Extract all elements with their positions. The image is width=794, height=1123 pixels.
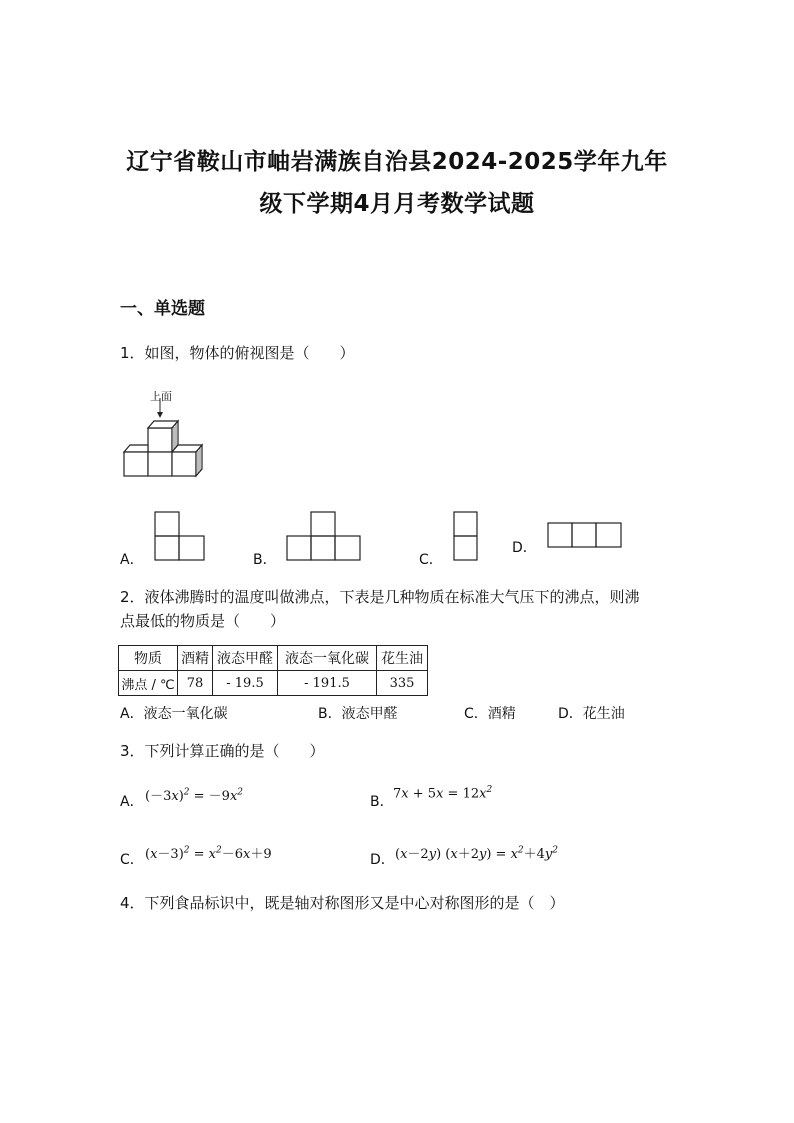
- document-title-line1: 辽宁省鞍山市岫岩满族自治县2024-2025学年九年: [126, 149, 668, 175]
- table-cell: - 19.5: [213, 671, 278, 696]
- figure-top-label: 上面: [150, 390, 172, 403]
- q1-option-a-label: A．: [120, 552, 144, 568]
- question-1-stem: 1．如图，物体的俯视图是（ ）: [120, 344, 355, 362]
- table-cell: 液态一氧化碳: [278, 646, 377, 671]
- question-4-stem: 4．下列食品标识中，既是轴对称图形又是中心对称图形的是（ ）: [120, 894, 565, 912]
- table-cell: 酒精: [178, 646, 213, 671]
- q3-option-a-formula: $(-3x)^2 = -9x^2$: [145, 787, 244, 804]
- table-cell: 335: [377, 671, 428, 696]
- q3-option-c-label: C．: [120, 852, 144, 868]
- table-cell: 物质: [119, 646, 178, 671]
- table-cell: 花生油: [377, 646, 428, 671]
- table-row: [119, 671, 428, 696]
- q3-option-d-formula: (x－2y) $(x+2y) = x^2+4y^2$: [395, 845, 559, 862]
- table-cell: - 191.5: [278, 671, 377, 696]
- q1-option-d-label: D．: [512, 540, 537, 556]
- question-3-stem: 3．下列计算正确的是（ ）: [120, 742, 325, 760]
- q2-option-c: C．酒精: [464, 706, 516, 722]
- q2-option-d: D．花生油: [558, 706, 625, 722]
- q2-option-b: B．液态甲醛: [318, 706, 398, 722]
- table-cell: 78: [178, 671, 213, 696]
- question-2-stem-line1: 2．液体沸腾时的温度叫做沸点，下表是几种物质在标准大气压下的沸点，则沸: [120, 588, 640, 606]
- q1-option-c-label: C．: [419, 552, 443, 568]
- question-1-solid-figure: [120, 398, 210, 480]
- table-cell: 液态甲醛: [213, 646, 278, 671]
- q1-option-b-label: B．: [253, 552, 277, 568]
- table-header-row: [119, 646, 428, 671]
- table-cell: 沸点 / ℃: [119, 671, 178, 696]
- q3-option-b-label: B．: [370, 794, 394, 810]
- q3-option-a-label: A．: [120, 794, 144, 810]
- q3-option-c-formula: $(x-3)^2 = x^2-6x+9$: [145, 845, 272, 862]
- q1-option-b-figure: [286, 511, 362, 561]
- question-2-stem-line2: 点最低的物质是（ ）: [120, 612, 286, 630]
- q1-option-c-figure: [453, 511, 479, 561]
- q2-option-a: A．液态一氧化碳: [120, 706, 228, 722]
- section-heading: 一、单选题: [120, 299, 205, 319]
- q3-option-d-label: D．: [370, 852, 395, 868]
- document-title-line2: 级下学期4月月考数学试题: [259, 191, 535, 217]
- boiling-point-table: [118, 645, 428, 696]
- q1-option-a-figure: [154, 511, 206, 561]
- q1-option-d-figure: [547, 522, 623, 549]
- q3-option-b-formula: $7x + 5x = 12x^2$: [393, 785, 493, 802]
